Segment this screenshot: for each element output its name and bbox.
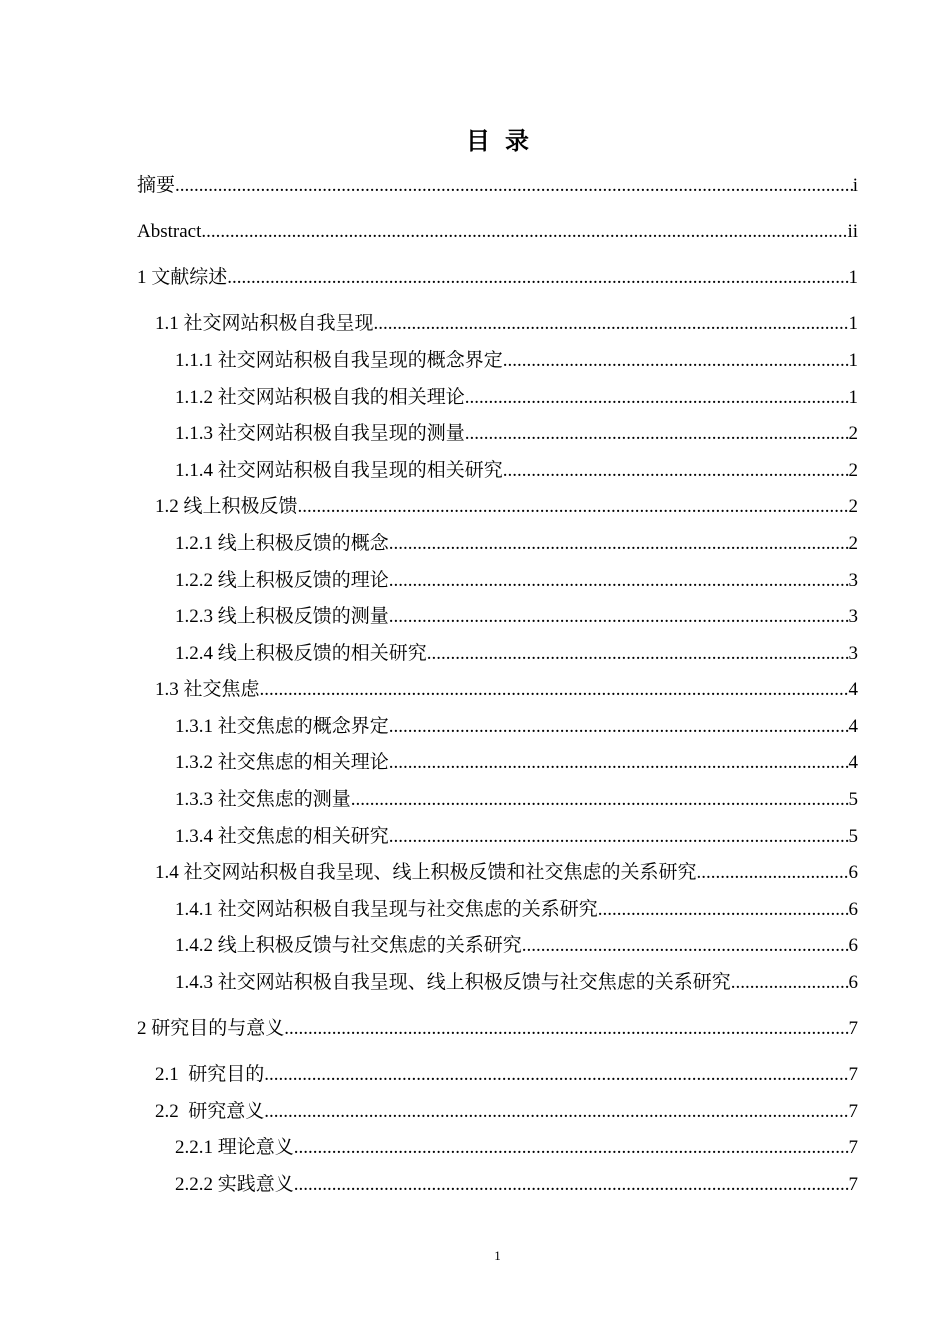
- toc-entry-title: 1.4.3 社交网站积极自我呈现、线上积极反馈与社交焦虑的关系研究: [175, 972, 731, 994]
- toc-entry: [137, 1094, 858, 1131]
- toc-entry-title: 1.3 社交焦虑: [155, 679, 260, 701]
- toc-heading: 目 录: [466, 129, 534, 155]
- toc-entry-page-number: 6: [848, 898, 858, 920]
- toc-entry: [137, 672, 858, 709]
- toc-entry-page-number: 1: [848, 349, 858, 371]
- toc-entry-title: 1.3.4 社交焦虑的相关研究: [175, 825, 389, 847]
- toc-entry-title: 1.4.1 社交网站积极自我呈现与社交焦虑的关系研究: [175, 898, 598, 920]
- toc-leader-dots: [227, 260, 848, 297]
- toc-entry-title: 1 文献综述: [137, 267, 228, 289]
- toc-entry-title: 1.4.2 线上积极反馈与社交焦虑的关系研究: [175, 935, 522, 957]
- toc-entry-title: 1.1.3 社交网站积极自我呈现的测量: [175, 423, 465, 445]
- toc-leader-dots: [264, 1094, 848, 1131]
- toc-entry-title: 1.4 社交网站积极自我呈现、线上积极反馈和社交焦虑的关系研究: [155, 862, 697, 884]
- toc-entry-page-number: ii: [847, 221, 858, 243]
- toc-leader-dots: [697, 855, 849, 892]
- toc-entry: [137, 563, 858, 600]
- toc-leader-dots: [389, 819, 849, 856]
- toc-entry-title: 1.2.1 线上积极反馈的概念: [175, 532, 389, 554]
- toc-entry: [137, 1167, 858, 1204]
- toc-entry: [137, 306, 858, 343]
- toc-entry-page-number: 4: [848, 715, 858, 737]
- toc-entry-title: 1.1.1 社交网站积极自我呈现的概念界定: [175, 349, 503, 371]
- toc-entry-page-number: i: [852, 175, 858, 197]
- toc-entry: [137, 636, 858, 673]
- toc-entry: [137, 1057, 858, 1094]
- toc-entry-page-number: 7: [848, 1137, 858, 1159]
- toc-leader-dots: [264, 1057, 848, 1094]
- toc-entry-title: 1.1 社交网站积极自我呈现: [155, 313, 374, 335]
- toc-entry-page-number: 5: [848, 789, 858, 811]
- toc-entry: [137, 343, 858, 380]
- toc-entry-page-number: 6: [848, 935, 858, 957]
- toc-entry-page-number: 1: [848, 386, 858, 408]
- toc-entry-title: 2.1 研究目的: [155, 1064, 265, 1085]
- toc-entry-page-number: 3: [848, 569, 858, 591]
- toc-entry-page-number: 6: [848, 862, 858, 884]
- toc-entry: [137, 1130, 858, 1167]
- toc-leader-dots: [522, 928, 849, 965]
- toc-entry: [137, 599, 858, 636]
- toc-leader-dots: [260, 672, 849, 709]
- toc-entry-title: 2.2 研究意义: [155, 1100, 265, 1122]
- toc-entry: [137, 168, 858, 205]
- toc-entry-page-number: 7: [848, 1018, 858, 1040]
- toc-entry: [137, 260, 858, 297]
- toc-entry-title: 1.3.1 社交焦虑的概念界定: [175, 715, 389, 737]
- toc-leader-dots: [294, 1130, 849, 1167]
- toc-entry: [137, 928, 858, 965]
- toc-entry-title: 2 研究目的与意义: [137, 1018, 285, 1040]
- toc-leader-dots: [284, 1011, 848, 1048]
- toc-entry-title: 2.2.2 实践意义: [175, 1173, 294, 1195]
- toc-entry: [137, 214, 858, 251]
- toc-entry-page-number: 2: [848, 532, 858, 554]
- toc-leader-dots: [389, 709, 849, 746]
- toc-list: [137, 159, 858, 1203]
- toc-leader-dots: [598, 892, 849, 929]
- toc-entry: [137, 892, 858, 929]
- toc-entry: [137, 1011, 858, 1048]
- toc-leader-dots: [389, 745, 849, 782]
- toc-leader-dots: [389, 599, 849, 636]
- toc-leader-dots: [374, 306, 849, 343]
- toc-leader-dots: [201, 214, 847, 251]
- toc-entry-page-number: 2: [848, 423, 858, 445]
- toc-entry: [137, 745, 858, 782]
- toc-leader-dots: [503, 343, 849, 380]
- toc-entry-page-number: 3: [848, 642, 858, 664]
- toc-entry-title: 1.2.4 线上积极反馈的相关研究: [175, 642, 427, 664]
- toc-entry-title: 摘要: [137, 175, 176, 197]
- toc-entry-title: 1.1.2 社交网站积极自我的相关理论: [175, 386, 465, 408]
- toc-entry-page-number: 5: [848, 825, 858, 847]
- toc-entry-page-number: 4: [848, 752, 858, 774]
- toc-entry: [137, 489, 858, 526]
- toc-entry-page-number: 1: [848, 313, 858, 335]
- toc-entry: [137, 782, 858, 819]
- toc-entry-page-number: 2: [848, 496, 858, 518]
- toc-leader-dots: [175, 168, 853, 205]
- toc-entry: [137, 526, 858, 563]
- toc-entry-title: 2.2.1 理论意义: [175, 1137, 294, 1159]
- toc-leader-dots: [427, 636, 849, 673]
- toc-entry-page-number: 7: [848, 1064, 858, 1085]
- toc-entry: [137, 416, 858, 453]
- toc-entry-title: 1.2.3 线上积极反馈的测量: [175, 606, 389, 628]
- toc-entry-title: 1.1.4 社交网站积极自我呈现的相关研究: [175, 459, 503, 481]
- toc-entry-page-number: 2: [848, 459, 858, 481]
- toc-leader-dots: [294, 1167, 849, 1204]
- toc-entry-title: 1.3.3 社交焦虑的测量: [175, 789, 351, 811]
- toc-entry-page-number: 1: [848, 267, 858, 289]
- toc-leader-dots: [298, 489, 849, 526]
- toc-leader-dots: [389, 563, 849, 600]
- toc-leader-dots: [465, 380, 849, 417]
- toc-entry: [137, 819, 858, 856]
- toc-entry: [137, 709, 858, 746]
- toc-leader-dots: [465, 416, 849, 453]
- toc-entry-page-number: 6: [848, 972, 858, 994]
- toc-entry-title: 1.2 线上积极反馈: [155, 496, 298, 518]
- toc-entry-page-number: 4: [848, 679, 858, 701]
- toc-entry-title: 1.2.2 线上积极反馈的理论: [175, 569, 389, 591]
- footer-page-number: 1: [494, 1248, 501, 1263]
- toc-entry-page-number: 3: [848, 606, 858, 628]
- toc-entry: [137, 855, 858, 892]
- toc-entry-page-number: 7: [848, 1173, 858, 1195]
- toc-entry-page-number: 7: [848, 1100, 858, 1122]
- toc-leader-dots: [503, 453, 849, 490]
- toc-leader-dots: [389, 526, 849, 563]
- toc-entry: [137, 965, 858, 1002]
- toc-leader-dots: [351, 782, 849, 819]
- toc-entry-title: 1.3.2 社交焦虑的相关理论: [175, 752, 389, 774]
- toc-leader-dots: [731, 965, 849, 1002]
- toc-entry: [137, 380, 858, 417]
- toc-entry-title: Abstract: [137, 221, 202, 243]
- toc-entry: [137, 453, 858, 490]
